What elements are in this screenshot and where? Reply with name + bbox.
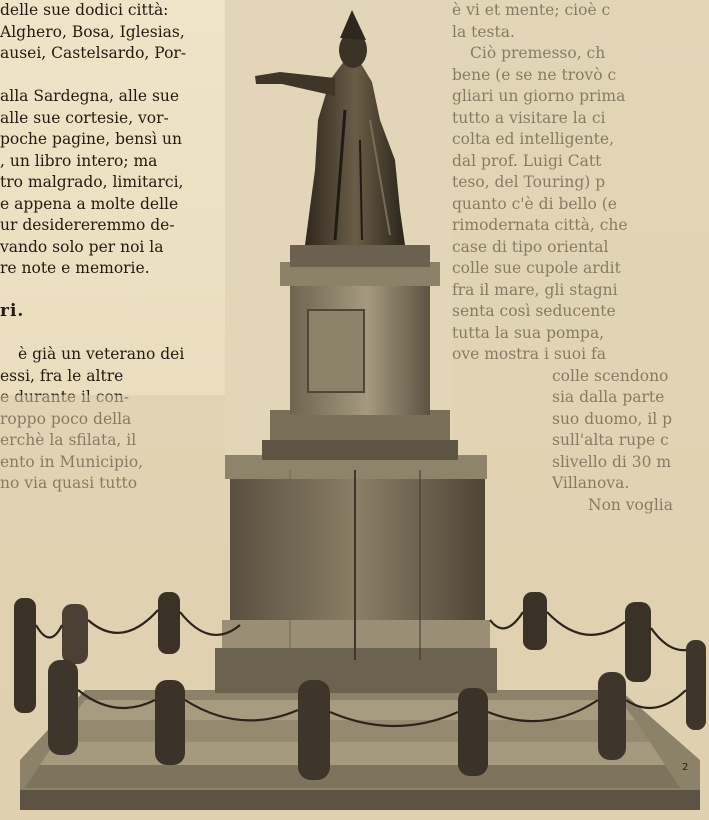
text-line: vando solo per noi la — [0, 237, 164, 256]
text-line: poche pagine, bensì un — [0, 130, 182, 148]
text-line: è già un veterano dei — [18, 345, 185, 363]
steps — [70, 700, 635, 720]
text-line: essi, fra le altre — [0, 366, 124, 385]
text-line: delle sue dodici città: — [0, 1, 169, 19]
photo-mark: 2 — [682, 762, 689, 773]
text-line: alla Sardegna, alle sue — [0, 87, 180, 105]
text-line: e appena a molte delle — [0, 194, 179, 213]
text-line: ausei, Castelsardo, Por- — [0, 44, 187, 62]
text-line: tro malgrado, limitarci, — [0, 173, 184, 191]
text-line: Alghero, Bosa, Iglesias, — [0, 22, 185, 41]
text-line: ur desidereremmo de- — [0, 216, 175, 234]
text-line: , un libro intero; ma — [0, 151, 158, 170]
inscription-plaque — [308, 310, 364, 392]
text-line: re note e memorie. — [0, 259, 150, 277]
section-heading: ri. — [0, 301, 25, 321]
text-line: alle sue cortesie, vor- — [0, 108, 169, 127]
